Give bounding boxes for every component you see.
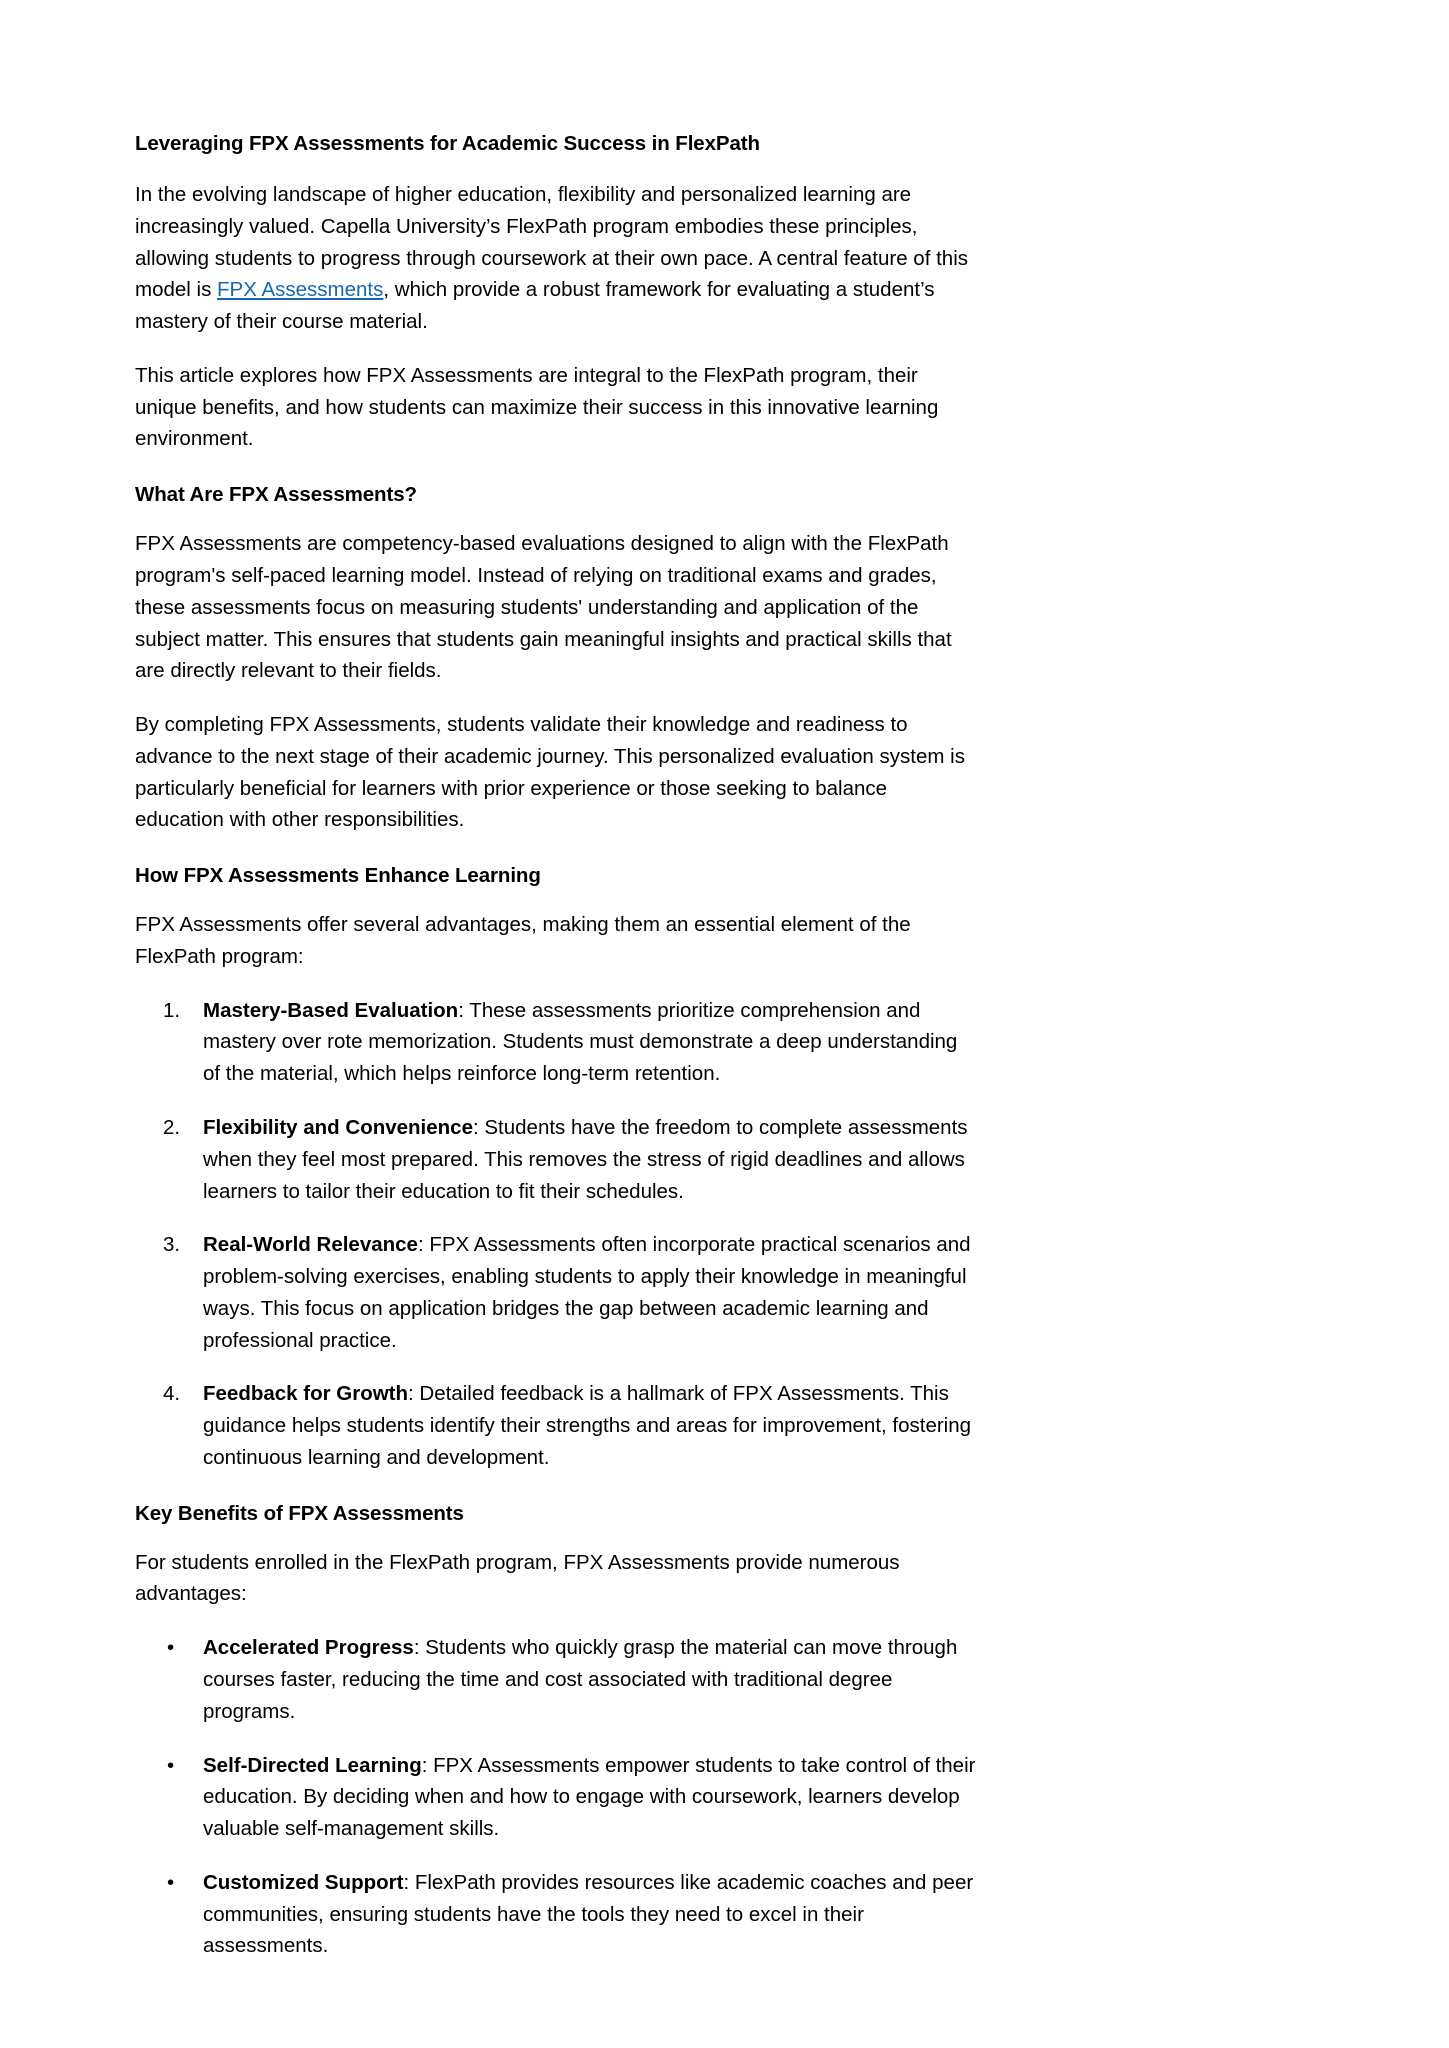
enhance-learning-intro: FPX Assessments offer several advantages, making them an essential element of the FlexPath program: [135, 913, 911, 968]
document-body [135, 130, 980, 1984]
list-item-term: Accelerated Progress [203, 1636, 414, 1660]
section-heading-key-benefits-of-fpx-assessments: Key Benefits of FPX Assessments [135, 1501, 464, 1525]
list-item [135, 1378, 980, 1473]
list-item [135, 995, 980, 1090]
intro-paragraph-1 [135, 179, 980, 338]
enhance-learning-list [135, 995, 980, 1474]
list-item [135, 1632, 980, 1727]
list-item [135, 1229, 980, 1356]
list-item [135, 1750, 980, 1845]
list-item-body: : Detailed feedback is a hallmark of FPX Assessments. This guidance helps students identify their strengths and areas for improvement, fostering continuous learning and development. [203, 1382, 972, 1469]
list-item-term: Customized Support [203, 1870, 404, 1894]
what-are-paragraph-2: By completing FPX Assessments, students validate their knowledge and readiness to advance to the next stage of their academic journey. This personalized evaluation system is particularly beneficial for learners with prior experience or those seeking to balance education with other responsibilities. [135, 713, 965, 832]
list-item-body: : FPX Assessments empower students to take control of their education. By deciding when and how to engage with coursework, learners develop valuable self-management skills. [203, 1753, 976, 1841]
list-item-body: : Students who quickly grasp the material can move through courses faster, reducing the time and cost associated with traditional degree programs. [203, 1636, 958, 1723]
list-item-term: Feedback for Growth [203, 1382, 409, 1406]
list-item-body: : These assessments prioritize comprehension and mastery over rote memorization. Students must demonstrate a deep understanding of the material, which helps reinforce long-term retention. [203, 998, 958, 1086]
list-item-term: Self-Directed Learning [203, 1753, 422, 1777]
what-are-paragraph-1: FPX Assessments are competency-based evaluations designed to align with the FlexPath program's self-paced learning model. Instead of relying on traditional exams and grades, these assessments focus on measuring students' understanding and application of the subject matter. This ensures that students gain meaningful insights and practical skills that are directly relevant to their fields. [135, 532, 952, 683]
list-item-body: : Students have the freedom to complete assessments when they feel most prepared. This removes the stress of rigid deadlines and allows learners to tailor their education to fit their schedules. [203, 1115, 968, 1203]
section-heading-what-are-fpx-assessments: What Are FPX Assessments? [135, 483, 417, 507]
fpx-assessments-link[interactable]: FPX Assessments [217, 278, 384, 302]
section-heading-how-fpx-assessments-enhance-learning: How FPX Assessments Enhance Learning [135, 864, 541, 888]
key-benefits-list [135, 1632, 980, 1962]
list-item [135, 1867, 980, 1962]
list-item-term: Flexibility and Convenience [203, 1115, 473, 1139]
intro-paragraph-2: This article explores how FPX Assessments are integral to the FlexPath program, their unique benefits, and how students can maximize their success in this innovative learning environment. [135, 363, 939, 451]
list-item [135, 1112, 980, 1207]
page-title: Leveraging FPX Assessments for Academic Success in FlexPath [135, 132, 760, 155]
list-item-term: Mastery-Based Evaluation [203, 998, 459, 1022]
key-benefits-intro: For students enrolled in the FlexPath program, FPX Assessments provide numerous advantages: [135, 1550, 900, 1606]
intro-paragraph-1-part-1: In the evolving landscape of higher education, flexibility and personalized learning are increasingly valued. Capella University’s FlexPath program embodies these principles, allowing students to progress through coursework at their own pace. A central feature of this model is [135, 183, 968, 302]
intro-paragraph-1-part-2: , which provide a robust framework for evaluating a student’s mastery of their course material. [135, 278, 935, 334]
list-item-term: Real-World Relevance [203, 1233, 418, 1257]
list-item-body: : FlexPath provides resources like academic coaches and peer communities, ensuring students have the tools they need to excel in their assessments. [203, 1870, 974, 1958]
list-item-body: : FPX Assessments often incorporate practical scenarios and problem-solving exercises, enabling students to apply their knowledge in meaningful ways. This focus on application bridges the gap between academic learning and professional practice. [203, 1233, 971, 1352]
